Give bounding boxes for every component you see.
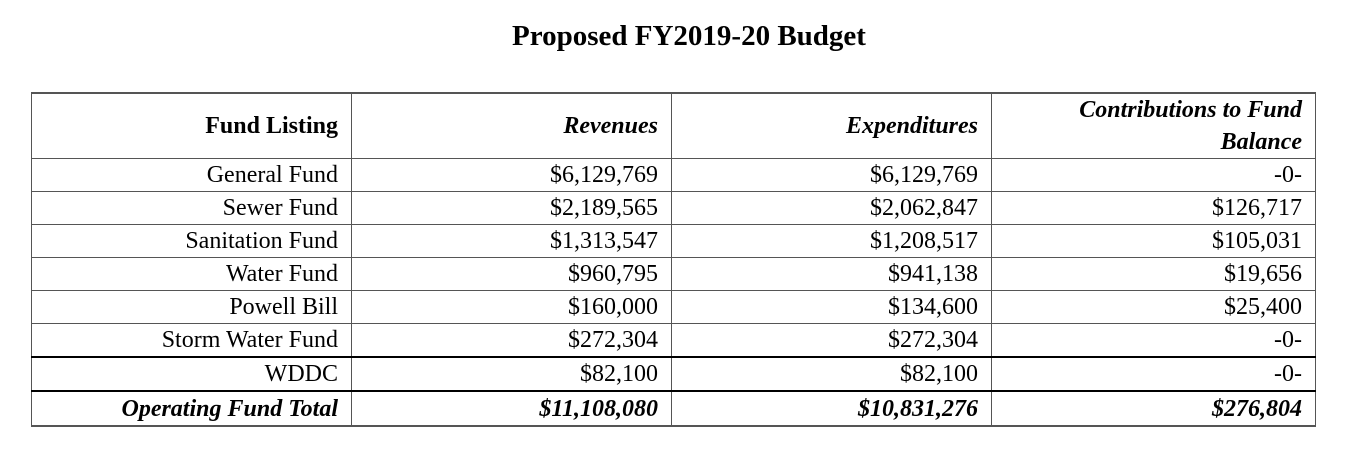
revenues-cell: $82,100	[352, 357, 672, 391]
total-contributions-cell: $276,804	[992, 391, 1316, 426]
contributions-cell: -0-	[992, 357, 1316, 391]
total-expenditures-cell: $10,831,276	[672, 391, 992, 426]
table-row	[32, 225, 1316, 258]
revenues-cell: $2,189,565	[352, 192, 672, 225]
fund-name-cell: Powell Bill	[32, 291, 352, 324]
expenditures-cell: $272,304	[672, 324, 992, 358]
revenues-cell: $160,000	[352, 291, 672, 324]
contributions-cell: -0-	[992, 324, 1316, 358]
table-row	[32, 258, 1316, 291]
header-expenditures: Expenditures	[672, 93, 992, 159]
expenditures-cell: $1,208,517	[672, 225, 992, 258]
table-row	[32, 159, 1316, 192]
expenditures-cell: $6,129,769	[672, 159, 992, 192]
table-row	[32, 324, 1316, 358]
table-row	[32, 291, 1316, 324]
total-revenues-cell: $11,108,080	[352, 391, 672, 426]
page-title: Proposed FY2019-20 Budget	[512, 20, 866, 52]
fund-name-cell: General Fund	[32, 159, 352, 192]
contributions-cell: $126,717	[992, 192, 1316, 225]
contributions-cell: -0-	[992, 159, 1316, 192]
fund-name-cell: WDDC	[32, 357, 352, 391]
table-row	[32, 357, 1316, 391]
header-revenues: Revenues	[352, 93, 672, 159]
revenues-cell: $1,313,547	[352, 225, 672, 258]
expenditures-cell: $82,100	[672, 357, 992, 391]
expenditures-cell: $134,600	[672, 291, 992, 324]
contributions-cell: $25,400	[992, 291, 1316, 324]
budget-table	[31, 92, 1316, 427]
revenues-cell: $6,129,769	[352, 159, 672, 192]
expenditures-cell: $941,138	[672, 258, 992, 291]
expenditures-cell: $2,062,847	[672, 192, 992, 225]
fund-name-cell: Water Fund	[32, 258, 352, 291]
revenues-cell: $272,304	[352, 324, 672, 358]
table-row	[32, 192, 1316, 225]
fund-name-cell: Sewer Fund	[32, 192, 352, 225]
contributions-cell: $19,656	[992, 258, 1316, 291]
total-row	[32, 391, 1316, 426]
header-fund-listing: Fund Listing	[32, 93, 352, 159]
table-header-row	[32, 93, 1316, 159]
contributions-cell: $105,031	[992, 225, 1316, 258]
fund-name-cell: Sanitation Fund	[32, 225, 352, 258]
header-contributions: Contributions to Fund Balance	[992, 93, 1316, 159]
revenues-cell: $960,795	[352, 258, 672, 291]
fund-name-cell: Storm Water Fund	[32, 324, 352, 358]
total-label-cell: Operating Fund Total	[32, 391, 352, 426]
